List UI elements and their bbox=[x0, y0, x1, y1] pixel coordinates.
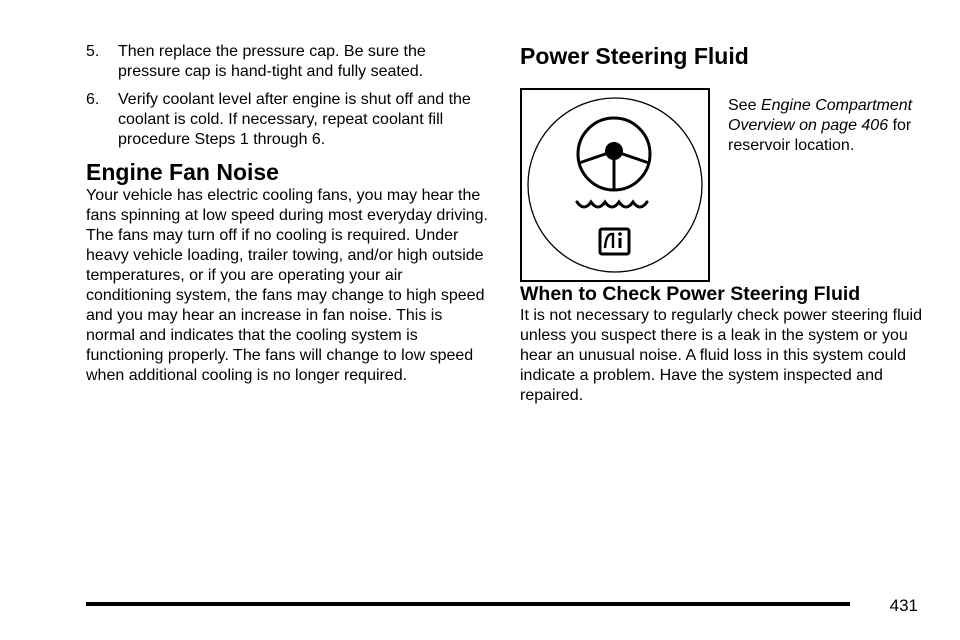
step-item bbox=[86, 90, 492, 150]
when-to-check-body: It is not necessary to regularly check power steering fluid unless you suspect there is a leak in the system or you hear an unusual noise. A fluid loss in this system could indicate a problem. Have the system inspected and repaired. bbox=[520, 307, 922, 404]
right-column bbox=[520, 42, 930, 406]
see-reference-link[interactable]: Engine Compartment Overview on page 406 bbox=[728, 97, 913, 134]
footer-rule bbox=[86, 602, 850, 606]
page-number: 431 bbox=[889, 596, 918, 615]
step-item bbox=[86, 42, 492, 82]
engine-fan-body: Your vehicle has electric cooling fans, you may hear the fans spinning at low speed during most everyday driving. The fans may turn off if no cooling is required. Under heavy vehicle loading, trailer towing, and/or high outside temperatures, or if you are operating your air conditioning system, the fans may change to high speed and you may hear an increase in fan noise. This is normal and indicates that the cooling system is functioning properly. The fans will change to low speed when additional cooling is no longer required. bbox=[86, 187, 488, 384]
step-number: 6. bbox=[86, 91, 100, 108]
see-prefix: See bbox=[728, 97, 757, 114]
section-title-power-steering-fluid: Power Steering Fluid bbox=[520, 43, 749, 69]
power-steering-symbol-icon bbox=[520, 88, 710, 282]
step-list bbox=[86, 42, 492, 150]
step-text: Then replace the pressure cap. Be sure the pressure cap is hand-tight and fully seated. bbox=[118, 43, 426, 80]
section-title-engine-fan-noise: Engine Fan Noise bbox=[86, 159, 279, 185]
step-text: Verify coolant level after engine is shut off and the coolant is cold. If necessary, repeat coolant fill procedure Steps 1 through 6. bbox=[118, 91, 471, 148]
power-steering-block bbox=[520, 70, 930, 282]
step-number: 5. bbox=[86, 43, 100, 60]
see-suffix: for reservoir location. bbox=[728, 117, 912, 154]
reservoir-location-note bbox=[728, 96, 928, 156]
left-column bbox=[86, 42, 492, 386]
section-title-when-to-check: When to Check Power Steering Fluid bbox=[520, 283, 861, 305]
